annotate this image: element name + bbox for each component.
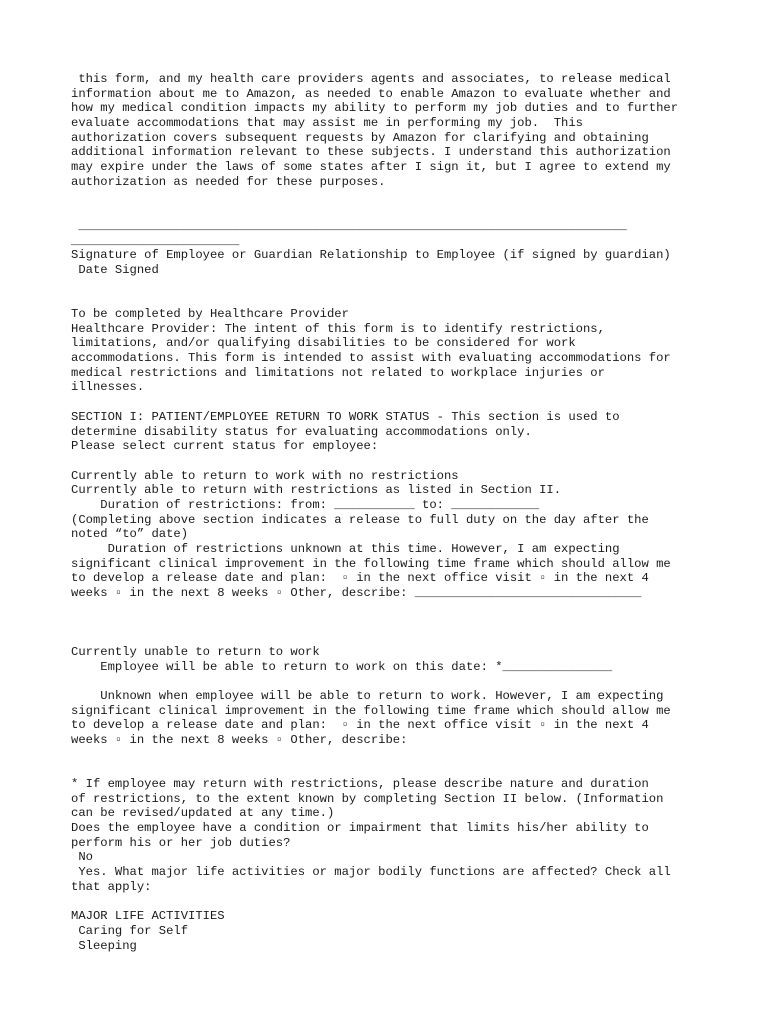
restrictions-note [71,777,711,895]
section-heading: To be completed by Healthcare Provider [71,307,349,321]
text-line: authorization as needed for these purposes. [71,174,386,189]
activity-caring-for-self[interactable]: Caring for Self [71,923,189,938]
activity-sleeping[interactable]: Sleeping [71,938,137,953]
option-with-restrictions[interactable]: Currently able to return with restrictions as listed in Section II. [71,483,562,498]
section-heading: MAJOR LIFE ACTIVITIES [71,909,225,924]
option-unknown-return[interactable]: Unknown when employee will be able to return to work. However, I am expecting [71,688,664,703]
text-line: Please select current status for employee: [71,439,379,454]
restriction-duration-field[interactable]: Duration of restrictions: from: ___________ to: ____________ [71,497,540,512]
signature-line: ___________________________________________________________________________ [71,218,627,233]
option-no[interactable]: No [71,850,93,865]
major-life-activities [71,909,711,953]
able-to-return-options [71,469,711,601]
text-line: information about me to Amazon, as needed to enable Amazon to evaluate whether and [71,86,671,101]
text-line: significant clinical improvement in the following time frame which should allow me [71,556,671,571]
document-page [71,72,711,953]
question-line: Does the employee have a condition or impairment that limits his/her ability to [71,821,649,836]
text-line: additional information relevant to these subjects. I understand this authorization [71,145,671,160]
option-unable-to-return[interactable]: Currently unable to return to work [71,644,320,659]
text-line: this form, and my health care providers agents and associates, to release medical [71,72,671,86]
text-line: Healthcare Provider: The intent of this form is to identify restrictions, [71,321,605,336]
text-line: noted “to” date) [71,527,189,542]
timeframe-checkboxes[interactable]: to develop a release date and plan: ▫ in the next office visit ▫ in the next 4 [71,718,649,733]
section-one [71,410,711,454]
text-line: accommodations. This form is intended to assist with evaluating accommodations for [71,351,671,366]
text-line: can be revised/updated at any time.) [71,806,335,821]
timeframe-checkboxes[interactable]: to develop a release date and plan: ▫ in the next office visit ▫ in the next 4 [71,571,649,586]
text-line: authorization covers subsequent requests by Amazon for clarifying and obtaining [71,130,649,145]
text-line: that apply: [71,879,152,894]
signature-label: Signature of Employee or Guardian Relationship to Employee (if signed by guardian) [71,248,671,263]
text-line: limitations, and/or qualifying disabilities to be considered for work [71,336,576,351]
text-line: how my medical condition impacts my ability to perform my job duties and to further [71,101,679,116]
section-heading: SECTION I: PATIENT/EMPLOYEE RETURN TO WORK STATUS - This section is used to [71,409,620,424]
text-line: illnesses. [71,380,145,395]
text-line: may expire under the laws of some states after I sign it, but I agree to extend my [71,160,671,175]
text-line: of restrictions, to the extent known by completing Section II below. (Information [71,791,664,806]
return-date-field[interactable]: Employee will be able to return to work on this date: *_______________ [71,659,613,674]
healthcare-provider-section [71,307,711,395]
question-line: perform his or her job duties? [71,835,291,850]
text-line: (Completing above section indicates a release to full duty on the day after the [71,512,649,527]
text-line: medical restrictions and limitations not related to workplace injuries or [71,365,605,380]
text-line: * If employee may return with restrictions, please describe nature and duration [71,777,649,791]
date-line: _______________________ [71,233,240,248]
date-signed-label: Date Signed [71,262,159,277]
timeframe-checkboxes[interactable]: weeks ▫ in the next 8 weeks ▫ Other, describe: _______________________________ [71,586,642,601]
option-no-restrictions[interactable]: Currently able to return to work with no restrictions [71,468,459,483]
text-line: determine disability status for evaluating accommodations only. [71,424,532,439]
text-line: evaluate accommodations that may assist me in performing my job. This [71,116,583,131]
unable-to-return-options [71,645,711,674]
timeframe-checkboxes[interactable]: weeks ▫ in the next 8 weeks ▫ Other, describe: [71,732,408,747]
authorization-paragraph [71,72,711,190]
unknown-return-options [71,689,711,748]
option-duration-unknown[interactable]: Duration of restrictions unknown at this time. However, I am expecting [71,542,620,556]
signature-block [71,219,711,278]
text-line: significant clinical improvement in the following time frame which should allow me [71,703,671,718]
option-yes[interactable]: Yes. What major life activities or major bodily functions are affected? Check all [71,865,671,880]
